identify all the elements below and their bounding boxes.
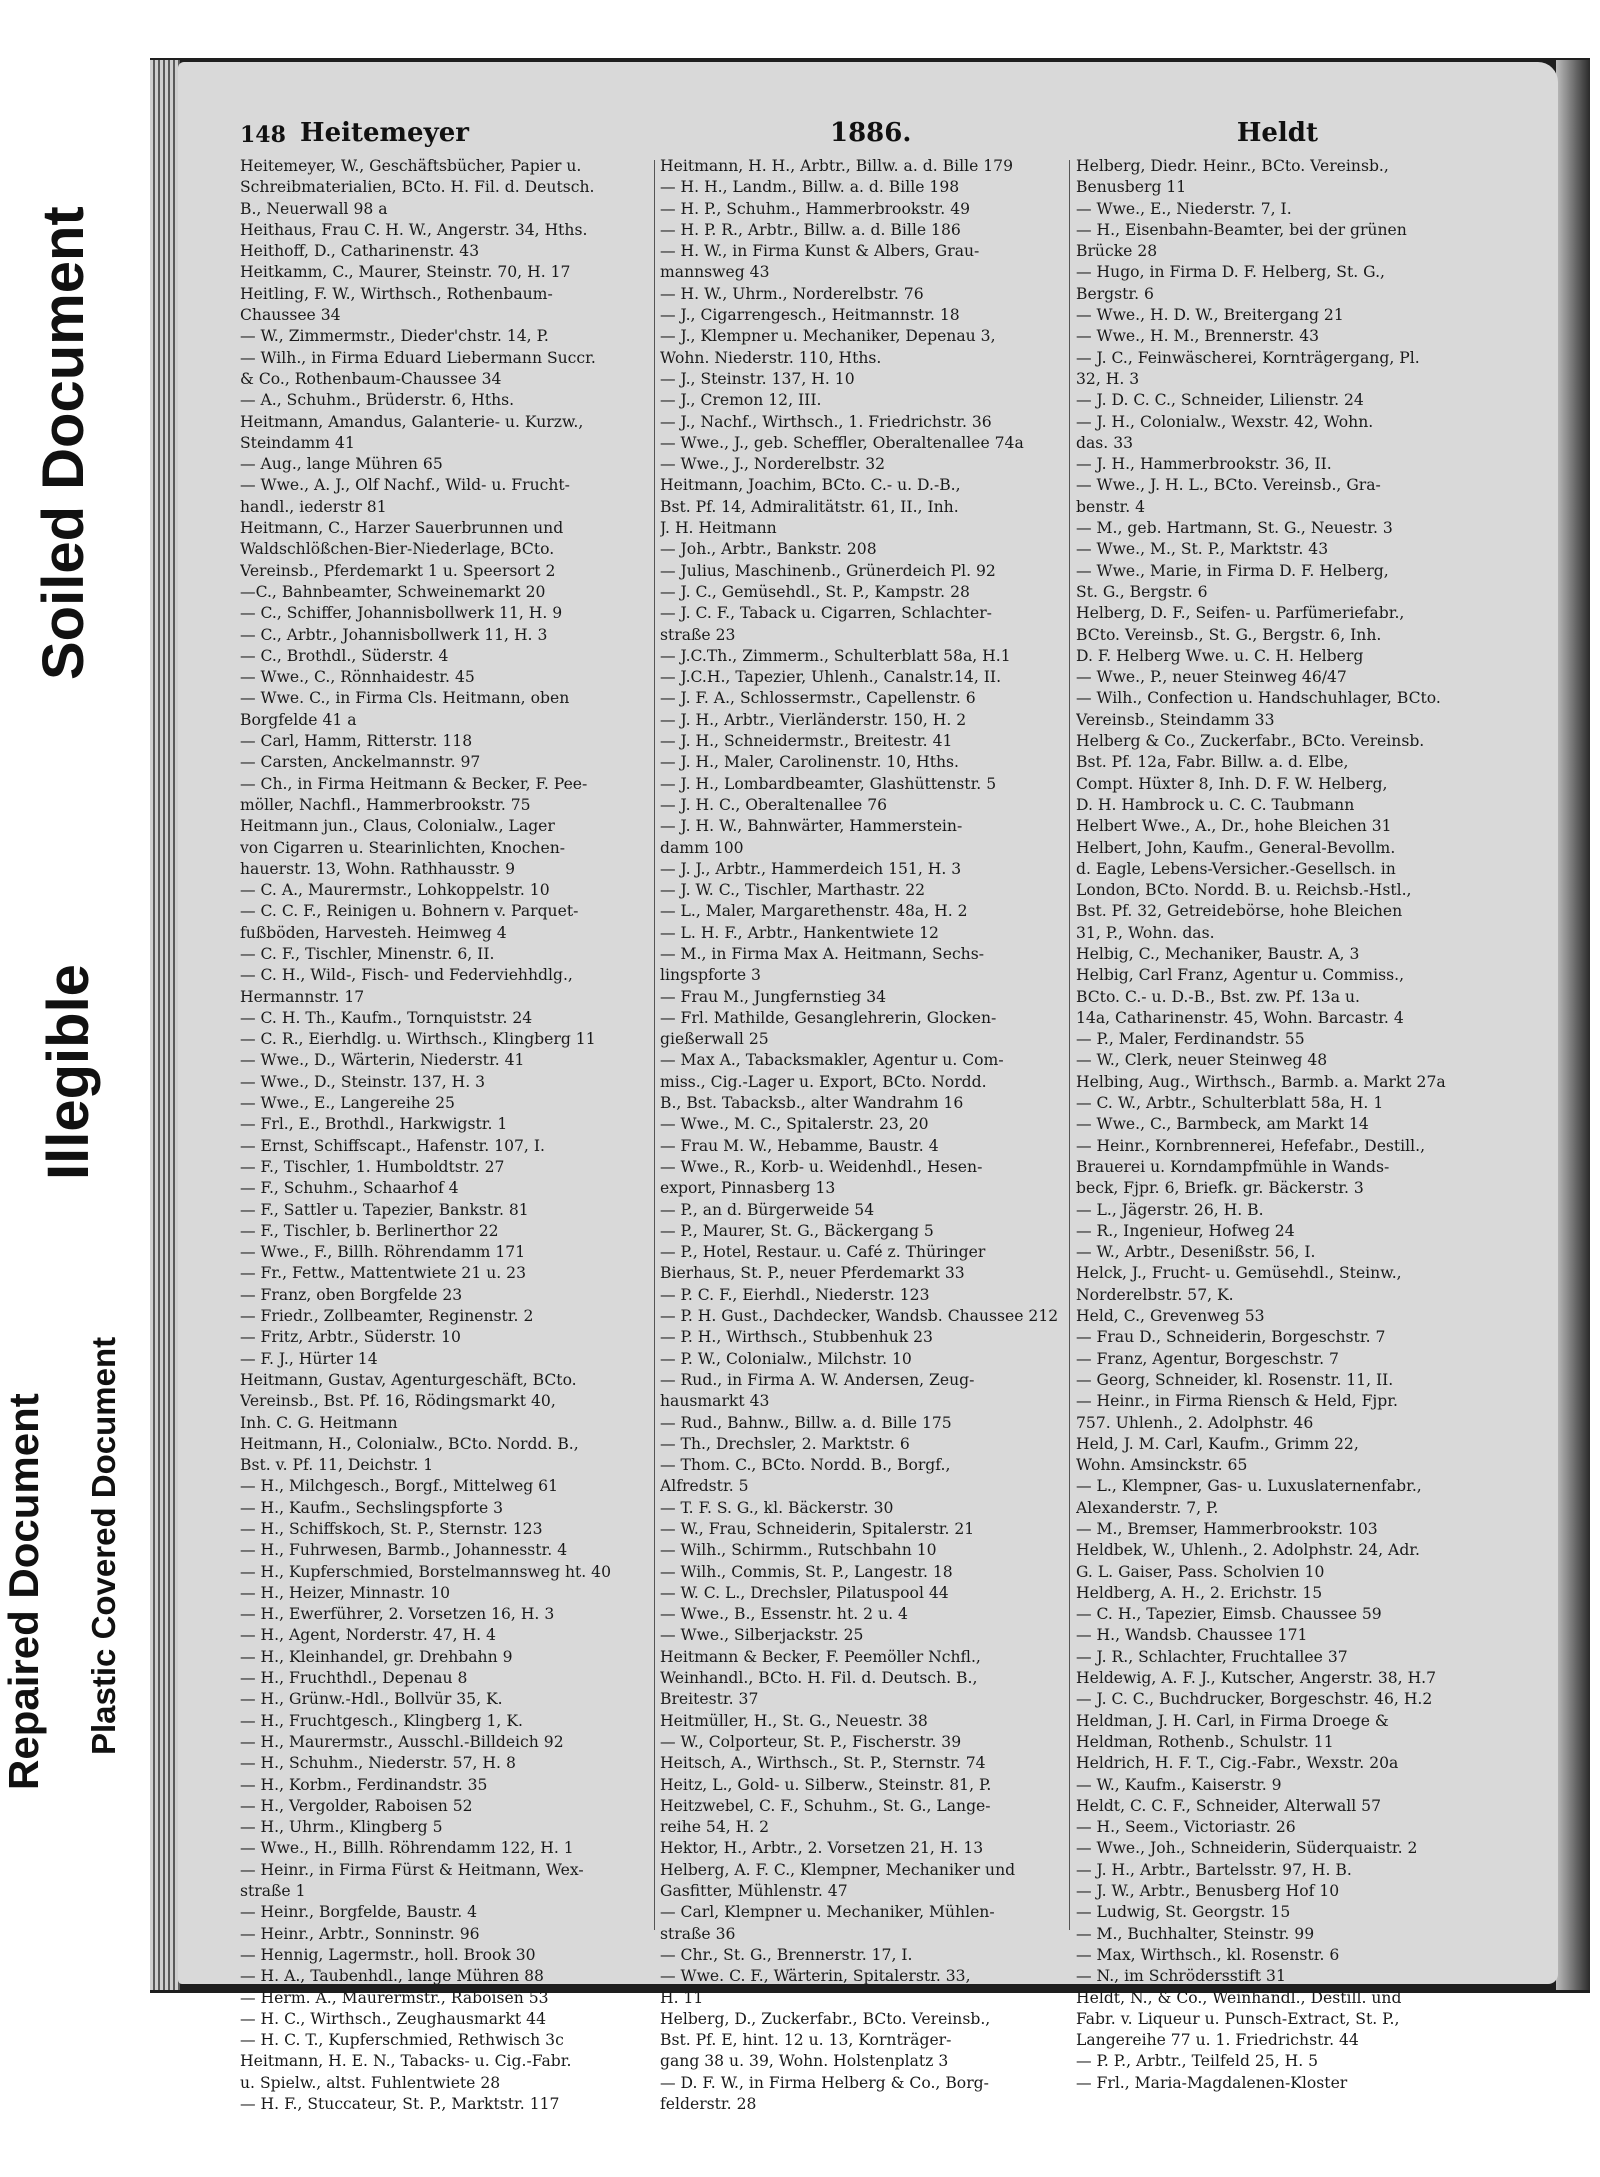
running-head-left: Heitemeyer [300, 118, 469, 148]
directory-entry: — H., Schiffskoch, St. P., Sternstr. 123 [240, 1520, 543, 1538]
directory-entry: — H., Ewerführer, 2. Vorsetzen 16, H. 3 [240, 1605, 555, 1624]
directory-entry: u. Spielw., altst. Fuhlentwiete 28 [240, 2073, 501, 2092]
directory-entry: — N., im Schrödersstift 31 [1076, 1967, 1286, 1986]
directory-entry: Heitmann, Amandus, Galanterie- u. Kurzw., [240, 412, 584, 431]
directory-entry: — H., Seem., Victoriastr. 26 [1076, 1818, 1296, 1837]
directory-entry: — J. C., Feinwäscherei, Kornträgergang, Pl. [1076, 348, 1420, 367]
directory-entry: — H., Vergolder, Raboisen 52 [240, 1796, 473, 1815]
directory-entry: — Max A., Tabacksmakler, Agentur u. Com- [660, 1051, 1004, 1070]
directory-entry: — L., Jägerstr. 26, H. B. [1076, 1200, 1264, 1219]
directory-entry: — P. H. Gust., Dachdecker, Wandsb. Chaussee 212 [660, 1307, 1059, 1326]
directory-entry: — J. H. W., Bahnwärter, Hammerstein- [660, 817, 963, 836]
directory-entry: möller, Nachfl., Hammerbrookstr. 75 [240, 795, 531, 814]
directory-entry: — L., Klempner, Gas- u. Luxuslaternenfabr., [1076, 1477, 1422, 1496]
directory-entry: St. G., Bergstr. 6 [1076, 582, 1208, 601]
directory-entry: — H., Korbm., Ferdinandstr. 35 [240, 1775, 488, 1794]
directory-entry: — W., Colporteur, St. P., Fischerstr. 39 [660, 1732, 962, 1751]
directory-entry: 14a, Catharinenstr. 45, Wohn. Barcastr. 4 [1076, 1008, 1404, 1027]
directory-entry: Alfredstr. 5 [660, 1477, 749, 1496]
directory-entry: Heitzwebel, C. F., Schuhm., St. G., Lange- [660, 1796, 991, 1815]
directory-entry: — Wilh., in Firma Eduard Liebermann Succr. [240, 348, 596, 367]
directory-entry: Helberg, A. F. C., Klempner, Mechaniker und [660, 1860, 1016, 1879]
column-rule [1069, 160, 1070, 1930]
directory-entry: — P., Maler, Ferdinandstr. 55 [1076, 1030, 1305, 1049]
directory-entry: Chaussee 34 [240, 306, 341, 325]
directory-entry: — Wwe., C., Barmbeck, am Markt 14 [1076, 1115, 1369, 1134]
directory-entry: Alexanderstr. 7, P. [1076, 1498, 1219, 1517]
directory-entry: — Rud., Bahnw., Billw. a. d. Bille 175 [660, 1413, 952, 1432]
directory-entry: — H., Uhrm., Klingberg 5 [240, 1818, 443, 1837]
directory-entry: — J., Nachf., Wirthsch., 1. Friedrichstr. 36 [660, 412, 992, 431]
directory-entry: — H., Heizer, Minnastr. 10 [240, 1583, 451, 1602]
directory-entry: — H. W., Uhrm., Norderelbstr. 76 [660, 284, 924, 303]
directory-entry: — Wwe., J., geb. Scheffler, Oberaltenallee 74a [660, 433, 1024, 452]
directory-entry: beck, Fjpr. 6, Briefk. gr. Bäckerstr. 3 [1076, 1179, 1364, 1198]
directory-entry: — J. H., Schneidermstr., Breitestr. 41 [660, 732, 953, 751]
directory-entry: Heitkamm, C., Maurer, Steinstr. 70, H. 17 [240, 263, 571, 282]
directory-entry: straße 23 [660, 625, 736, 644]
directory-entry: — H., Kleinhandel, gr. Drehbahn 9 [240, 1647, 513, 1666]
directory-entry: — Wwe., Marie, in Firma D. F. Helberg, [1076, 561, 1389, 580]
directory-entry: — W. C. L., Drechsler, Pilatuspool 44 [660, 1583, 949, 1602]
directory-entry: — M., Buchhalter, Steinstr. 99 [1076, 1924, 1315, 1943]
directory-entry: Benusberg 11 [1076, 178, 1187, 197]
directory-entry: Heitmann, Gustav, Agenturgeschäft, BCto. [240, 1370, 577, 1389]
directory-entry: — C. W., Arbtr., Schulterblatt 58a, H. 1 [1076, 1094, 1384, 1113]
directory-entry: Schreibmaterialien, BCto. H. Fil. d. Deutsch. [240, 178, 595, 197]
directory-entry: — H., Kaufm., Sechslingspforte 3 [240, 1498, 504, 1517]
directory-entry: — Wwe., A. J., Olf Nachf., Wild- u. Frucht- [240, 476, 570, 495]
directory-entry: Vereinsb., Bst. Pf. 16, Rödingsmarkt 40, [240, 1392, 556, 1411]
directory-entry: — P., Hotel, Restaur. u. Café z. Thüringer [660, 1243, 986, 1262]
directory-entry: — J. H., Arbtr., Bartelsstr. 97, H. B. [1076, 1860, 1352, 1879]
directory-entry: — C. R., Eierhdlg. u. Wirthsch., Klingberg 11 [240, 1030, 596, 1049]
directory-entry: — J. F. A., Schlossermstr., Capellenstr. 6 [660, 689, 976, 708]
directory-entry: Heldt, C. C. F., Schneider, Alterwall 57 [1076, 1796, 1382, 1815]
directory-entry: Heitmann, Joachim, BCto. C.- u. D.-B., [660, 476, 961, 495]
directory-entry: — H., Kupferschmied, Borstelmannsweg ht. 40 [240, 1562, 612, 1581]
column-rule [654, 160, 655, 1930]
directory-entry: Heitling, F. W., Wirthsch., Rothenbaum- [240, 284, 553, 303]
directory-entry: damm 100 [660, 838, 744, 857]
directory-entry: — Frau M. W., Hebamme, Baustr. 4 [660, 1136, 939, 1155]
directory-entry: Heitz, L., Gold- u. Silberw., Steinstr. 81, P. [660, 1775, 992, 1794]
directory-entry: — Heinr., in Firma Fürst & Heitmann, Wex- [240, 1860, 584, 1879]
page-edges [150, 60, 180, 1990]
directory-entry: Bierhaus, St. P., neuer Pferdemarkt 33 [660, 1264, 965, 1283]
directory-entry: — Wwe., M., St. P., Marktstr. 43 [1076, 540, 1329, 559]
directory-entry: — J., Klempner u. Mechaniker, Depenau 3, [660, 327, 996, 346]
directory-entry: Heitmann & Becker, F. Peemöller Nchfl., [660, 1647, 981, 1666]
directory-entry: — Wwe., E., Langereihe 25 [240, 1094, 455, 1113]
directory-entry: — Th., Drechsler, 2. Marktstr. 6 [660, 1434, 910, 1453]
directory-entry: B., Neuerwall 98 a [240, 199, 388, 218]
directory-entry: Heitmann, H. E. N., Tabacks- u. Cig.-Fabr. [240, 2052, 572, 2071]
directory-entry: — Wwe., C., Rönnhaidestr. 45 [240, 668, 475, 687]
directory-entry: Heldbek, W., Uhlenh., 2. Adolphstr. 24, Adr. [1076, 1541, 1420, 1560]
directory-entry: — F., Tischler, b. Berlinerthor 22 [240, 1221, 499, 1240]
directory-entry: Bst. Pf. 12a, Fabr. Billw. a. d. Elbe, [1076, 753, 1349, 772]
directory-entry: & Co., Rothenbaum-Chaussee 34 [240, 369, 502, 388]
directory-entry: — H., Fruchtgesch., Klingberg 1, K. [240, 1711, 523, 1730]
directory-entry: — P., an d. Bürgerweide 54 [660, 1200, 875, 1219]
directory-entry: Held, C., Grevenweg 53 [1076, 1307, 1265, 1326]
directory-entry: Fabr. v. Liqueur u. Punsch-Extract, St. P., [1076, 2009, 1400, 2028]
directory-entry: — Wwe., H., Billh. Röhrendamm 122, H. 1 [240, 1839, 574, 1858]
directory-entry: — Heinr., Arbtr., Sonninstr. 96 [240, 1924, 480, 1943]
directory-entry: — Wwe., E., Niederstr. 7, I. [1076, 199, 1292, 218]
directory-entry: Borgfelde 41 a [240, 710, 357, 729]
directory-entry: Wohn. Amsinckstr. 65 [1076, 1456, 1248, 1475]
directory-entry: Heitmann jun., Claus, Colonialw., Lager [240, 817, 555, 836]
directory-entry: — H., Eisenbahn-Beamter, bei der grünen [1076, 220, 1407, 239]
directory-entry: — Georg, Schneider, kl. Rosenstr. 11, II. [1076, 1370, 1394, 1389]
directory-entry: Langereihe 77 u. 1. Friedrichstr. 44 [1076, 2031, 1359, 2050]
directory-entry: — Herm. A., Maurermstr., Raboisen 53 [240, 1988, 549, 2007]
directory-entry: — J.C.Th., Zimmerm., Schulterblatt 58a, H.1 [660, 646, 1011, 665]
directory-entry: — H. F., Stuccateur, St. P., Marktstr. 117 [240, 2095, 560, 2114]
directory-entry: — Julius, Maschinenb., Grünerdeich Pl. 92 [660, 561, 996, 580]
directory-entry: — F., Tischler, 1. Humboldtstr. 27 [240, 1157, 505, 1176]
directory-entry: — J., Steinstr. 137, H. 10 [660, 369, 855, 388]
directory-entry: — J. D. C. C., Schneider, Lilienstr. 24 [1076, 391, 1364, 410]
directory-entry: reihe 54, H. 2 [660, 1818, 770, 1837]
directory-entry: — Hugo, in Firma D. F. Helberg, St. G., [1076, 263, 1385, 282]
directory-entry: Heitemeyer, W., Geschäftsbücher, Papier u. [240, 157, 582, 175]
directory-entry: Heitsch, A., Wirthsch., St. P., Sternstr. 74 [660, 1754, 986, 1773]
directory-entry: Gasfitter, Mühlenstr. 47 [660, 1882, 848, 1901]
directory-entry: — Wwe., J., Norderelbstr. 32 [660, 455, 886, 474]
directory-entry: Heitmann, H. H., Arbtr., Billw. a. d. Bille 179 [660, 157, 1014, 175]
directory-entry: B., Bst. Tabacksb., alter Wandrahm 16 [660, 1094, 964, 1113]
directory-entry: — P. P., Arbtr., Teilfeld 25, H. 5 [1076, 2052, 1319, 2071]
directory-entry: 32, H. 3 [1076, 369, 1140, 388]
directory-entry: — P. W., Colonialw., Milchstr. 10 [660, 1349, 912, 1368]
directory-entry: — Wwe., D., Steinstr. 137, H. 3 [240, 1072, 486, 1091]
directory-entry: Weinhandl., BCto. H. Fil. d. Deutsch. B., [660, 1669, 978, 1688]
directory-entry: — L., Maler, Margarethenstr. 48a, H. 2 [660, 902, 968, 921]
directory-entry: Heldman, J. H. Carl, in Firma Droege & [1076, 1711, 1389, 1730]
directory-entry: — Wwe., F., Billh. Röhrendamm 171 [240, 1243, 526, 1262]
running-head-right: Heldt [1236, 118, 1318, 148]
directory-entry: lingspforte 3 [660, 966, 761, 985]
directory-entry: — H. H., Landm., Billw. a. d. Bille 198 [660, 178, 960, 197]
directory-entry: — H. P. R., Arbtr., Billw. a. d. Bille 186 [660, 220, 961, 239]
directory-entry: Compt. Hüxter 8, Inh. D. F. W. Helberg, [1076, 774, 1388, 793]
directory-entry: — Wwe., J. H. L., BCto. Vereinsb., Gra- [1076, 476, 1381, 495]
directory-entry: — H. C. T., Kupferschmied, Rethwisch 3c [240, 2031, 564, 2050]
directory-entry: gang 38 u. 39, Wohn. Holstenplatz 3 [660, 2052, 949, 2071]
directory-entry: — C., Arbtr., Johannisbollwerk 11, H. 3 [240, 625, 548, 644]
directory-entry: — J. H., Lombardbeamter, Glashüttenstr. 5 [660, 774, 997, 793]
directory-entry: — C. H., Tapezier, Eimsb. Chaussee 59 [1076, 1605, 1382, 1624]
directory-entry: — M., Bremser, Hammerbrookstr. 103 [1076, 1520, 1378, 1538]
directory-entry: — Chr., St. G., Brennerstr. 17, I. [660, 1945, 913, 1964]
directory-entry: Heitmann, C., Harzer Sauerbrunnen und [240, 519, 564, 538]
repaired-document-label: Repaired Document [0, 1393, 47, 1790]
directory-entry: Hermannstr. 17 [240, 987, 365, 1006]
directory-entry: Helberg, D. F., Seifen- u. Parfümeriefabr., [1076, 604, 1405, 623]
directory-entry: Heldt, N., & Co., Weinhandl., Destill. und [1076, 1988, 1402, 2007]
directory-entry: Helbig, C., Mechaniker, Baustr. A, 3 [1076, 944, 1360, 963]
directory-entry: Helberg, D., Zuckerfabr., BCto. Vereinsb., [660, 2009, 991, 2028]
directory-entry: Heithoff, D., Catharinenstr. 43 [240, 242, 480, 261]
page-number: 148 [240, 122, 286, 148]
directory-entry: — J. H., Hammerbrookstr. 36, II. [1076, 455, 1332, 474]
directory-entry: Helbig, Carl Franz, Agentur u. Commiss., [1076, 966, 1405, 985]
directory-entry: — H. P., Schuhm., Hammerbrookstr. 49 [660, 199, 971, 218]
directory-entry: hauerstr. 13, Wohn. Rathhausstr. 9 [240, 859, 516, 878]
directory-entry: — A., Schuhm., Brüderstr. 6, Hths. [240, 391, 515, 410]
directory-entry: benstr. 4 [1076, 497, 1146, 516]
page-header [240, 118, 1318, 158]
directory-entry: — C. A., Maurermstr., Lohkoppelstr. 10 [240, 881, 550, 900]
directory-entry: Heldewig, A. F. J., Kutscher, Angerstr. 38, H.7 [1076, 1669, 1437, 1688]
directory-entry: — C., Schiffer, Johannisbollwerk 11, H. 9 [240, 604, 563, 623]
directory-entry: d. Eagle, Lebens-Versicher.-Gesellsch. in [1076, 859, 1396, 878]
directory-entry: Helbert Wwe., A., Dr., hohe Bleichen 31 [1076, 817, 1392, 836]
directory-entry: — H., Milchgesch., Borgf., Mittelweg 61 [240, 1477, 559, 1496]
directory-entry: export, Pinnasberg 13 [660, 1179, 836, 1198]
directory-entry: D. H. Hambrock u. C. C. Taubmann [1076, 795, 1355, 814]
directory-entry: — Wwe., Joh., Schneiderin, Süderquaistr. 2 [1076, 1839, 1418, 1858]
directory-entry: 31, P., Wohn. das. [1076, 923, 1215, 942]
directory-entry: — Heinr., Kornbrennerei, Hefefabr., Destill., [1076, 1136, 1426, 1155]
directory-entry: handl., iederstr 81 [240, 497, 387, 516]
directory-entry: das. 33 [1076, 433, 1134, 452]
directory-entry: — W., Frau, Schneiderin, Spitalerstr. 21 [660, 1520, 975, 1538]
directory-entry: — Ernst, Schiffscapt., Hafenstr. 107, I. [240, 1136, 545, 1155]
directory-entry: —C., Bahnbeamter, Schweinemarkt 20 [240, 582, 546, 601]
directory-entry: — H. W., in Firma Kunst & Albers, Grau- [660, 242, 980, 261]
directory-entry: — Ch., in Firma Heitmann & Becker, F. Pee- [240, 774, 588, 793]
directory-entry: — T. F. S. G., kl. Bäckerstr. 30 [660, 1498, 894, 1517]
directory-entry: miss., Cig.-Lager u. Export, BCto. Nordd. [660, 1072, 987, 1091]
directory-entry: London, BCto. Nordd. B. u. Reichsb.-Hstl., [1076, 881, 1412, 900]
directory-entry: — J. C. F., Taback u. Cigarren, Schlachter- [660, 604, 992, 623]
directory-entry: — M., in Firma Max A. Heitmann, Sechs- [660, 944, 984, 963]
directory-entry: G. L. Gaiser, Pass. Scholvien 10 [1076, 1562, 1325, 1581]
directory-entry: — W., Kaufm., Kaiserstr. 9 [1076, 1775, 1282, 1794]
directory-entry: — Aug., lange Mühren 65 [240, 455, 443, 474]
directory-entry: — J. J., Arbtr., Hammerdeich 151, H. 3 [660, 859, 962, 878]
illegible-label: Illegible [36, 964, 101, 1180]
directory-entry: Heldman, Rothenb., Schulstr. 11 [1076, 1732, 1334, 1751]
directory-entry: BCto. Vereinsb., St. G., Bergstr. 6, Inh. [1076, 625, 1382, 644]
directory-entry: — Ludwig, St. Georgstr. 15 [1076, 1903, 1291, 1922]
directory-entry: Bst. Pf. 14, Admiralitätstr. 61, II., Inh. [660, 497, 959, 516]
directory-entry: — P. C. F., Eierhdl., Niederstr. 123 [660, 1285, 930, 1304]
directory-entry: — P. H., Wirthsch., Stubbenhuk 23 [660, 1328, 933, 1347]
directory-entry: Bst. Pf. 32, Getreidebörse, hohe Bleichen [1076, 902, 1403, 921]
directory-entry: Helbing, Aug., Wirthsch., Barmb. a. Markt 27a [1076, 1072, 1446, 1091]
directory-entry: — Wilh., Commis, St. P., Langestr. 18 [660, 1562, 953, 1581]
directory-entry: — W., Clerk, neuer Steinweg 48 [1076, 1051, 1328, 1070]
directory-entry: — J. C. C., Buchdrucker, Borgeschstr. 46, H.2 [1076, 1690, 1433, 1709]
directory-entry: von Cigarren u. Stearinlichten, Knochen- [240, 838, 566, 857]
directory-entry: — Frl., E., Brothdl., Harkwigstr. 1 [240, 1115, 508, 1134]
directory-entry: — Carl, Hamm, Ritterstr. 118 [240, 732, 473, 751]
directory-entry: — H. C., Wirthsch., Zeughausmarkt 44 [240, 2009, 546, 2028]
directory-entry: — J., Cigarrengesch., Heitmannstr. 18 [660, 306, 960, 325]
directory-entry: — Franz, oben Borgfelde 23 [240, 1285, 463, 1304]
directory-entry: — J. C., Gemüsehdl., St. P., Kampstr. 28 [660, 582, 970, 601]
directory-entry: Heldrich, H. F. T., Cig.-Fabr., Wexstr. 20a [1076, 1754, 1399, 1773]
directory-entry: — C. H. Th., Kaufm., Tornquiststr. 24 [240, 1008, 533, 1027]
directory-entry: — J.C.H., Tapezier, Uhlenh., Canalstr.14, II. [660, 668, 1002, 687]
directory-entry: — Fritz, Arbtr., Süderstr. 10 [240, 1328, 461, 1347]
directory-entry: Brauerei u. Korndampfmühle in Wands- [1076, 1157, 1390, 1176]
directory-entry: — H., Schuhm., Niederstr. 57, H. 8 [240, 1754, 516, 1773]
directory-entry: — C. C. F., Reinigen u. Bohnern v. Parquet- [240, 902, 579, 921]
directory-entry: — H., Fuhrwesen, Barmb., Johannesstr. 4 [240, 1541, 568, 1560]
directory-entry: Bergstr. 6 [1076, 284, 1154, 303]
directory-entry: — Wilh., Schirmm., Rutschbahn 10 [660, 1541, 937, 1560]
directory-entry: — Wwe., H. D. W., Breitergang 21 [1076, 306, 1344, 325]
directory-entry: — Heinr., Borgfelde, Baustr. 4 [240, 1903, 478, 1922]
directory-entry: Inh. C. G. Heitmann [240, 1413, 398, 1432]
directory-entry: — F. J., Hürter 14 [240, 1349, 378, 1368]
directory-entry: — Wwe., M. C., Spitalerstr. 23, 20 [660, 1115, 929, 1134]
directory-entry: — D. F. W., in Firma Helberg & Co., Borg- [660, 2073, 989, 2092]
directory-entry: — Rud., in Firma A. W. Andersen, Zeug- [660, 1370, 975, 1389]
directory-entry: — Wwe. C. F., Wärterin, Spitalerstr. 33, [660, 1967, 971, 1986]
directory-entry: — P., Maurer, St. G., Bäckergang 5 [660, 1221, 934, 1240]
directory-entry: Heithaus, Frau C. H. W., Angerstr. 34, Hths. [240, 220, 588, 239]
directory-entry: Hektor, H., Arbtr., 2. Vorsetzen 21, H. 13 [660, 1839, 984, 1858]
directory-entry: mannsweg 43 [660, 263, 770, 282]
directory-entry: — Fr., Fettw., Mattentwiete 21 u. 23 [240, 1264, 527, 1283]
directory-entry: Bst. v. Pf. 11, Deichstr. 1 [240, 1456, 434, 1475]
directory-entry: Breitestr. 37 [660, 1690, 759, 1709]
directory-entry: Held, J. M. Carl, Kaufm., Grimm 22, [1076, 1434, 1359, 1453]
directory-entry: — Frl. Mathilde, Gesanglehrerin, Glocken- [660, 1008, 997, 1027]
directory-entry: — Frau M., Jungfernstieg 34 [660, 987, 887, 1006]
directory-entry: — Heinr., in Firma Riensch & Held, Fjpr. [1076, 1392, 1398, 1411]
directory-entry: Heldberg, A. H., 2. Erichstr. 15 [1076, 1583, 1323, 1602]
directory-entry: — J., Cremon 12, III. [660, 391, 822, 410]
running-head-year: 1886. [830, 118, 912, 148]
directory-entry: gießerwall 25 [660, 1030, 769, 1049]
directory-entry: Heitmüller, H., St. G., Neuestr. 38 [660, 1711, 928, 1730]
directory-entry: — Frl., Maria-Magdalenen-Kloster [1076, 2073, 1348, 2092]
directory-entry: Vereinsb., Pferdemarkt 1 u. Speersort 2 [240, 561, 556, 580]
directory-entry: Helberg & Co., Zuckerfabr., BCto. Vereinsb. [1076, 732, 1425, 751]
directory-entry: Steindamm 41 [240, 433, 355, 452]
directory-entry: Bst. Pf. E, hint. 12 u. 13, Kornträger- [660, 2031, 952, 2050]
directory-entry: Vereinsb., Steindamm 33 [1076, 710, 1275, 729]
directory-entry: Helck, J., Frucht- u. Gemüsehdl., Steinw., [1076, 1264, 1402, 1283]
directory-entry: — H. A., Taubenhdl., lange Mühren 88 [240, 1967, 544, 1986]
directory-entry: — Carsten, Anckelmannstr. 97 [240, 753, 481, 772]
directory-entry: — C., Brothdl., Süderstr. 4 [240, 646, 449, 665]
directory-entry: Helbert, John, Kaufm., General-Bevollm. [1076, 838, 1396, 857]
directory-entry: — J. H. C., Oberaltenallee 76 [660, 795, 888, 814]
directory-entry: hausmarkt 43 [660, 1392, 770, 1411]
column-3 [1076, 156, 1480, 2094]
directory-entry: — Thom. C., BCto. Nordd. B., Borgf., [660, 1456, 951, 1475]
directory-entry: — J. H., Colonialw., Wexstr. 42, Wohn. [1076, 412, 1374, 431]
directory-entry: 757. Uhlenh., 2. Adolphstr. 46 [1076, 1413, 1314, 1432]
directory-entry: — Wwe., H. M., Brennerstr. 43 [1076, 327, 1320, 346]
directory-entry: Wohn. Niederstr. 110, Hths. [660, 348, 882, 367]
directory-entry: — F., Sattler u. Tapezier, Bankstr. 81 [240, 1200, 529, 1219]
directory-entry: — Wwe., P., neuer Steinweg 46/47 [1076, 668, 1347, 687]
directory-entry: — H., Grünw.-Hdl., Bollvür 35, K. [240, 1690, 503, 1709]
directory-entry: Waldschlößchen-Bier-Niederlage, BCto. [240, 540, 555, 559]
column-1 [240, 156, 646, 2115]
directory-entry: — Wilh., Confection u. Handschuhlager, BCto. [1076, 689, 1441, 708]
directory-entry: — Franz, Agentur, Borgeschstr. 7 [1076, 1349, 1339, 1368]
directory-entry: — J. R., Schlachter, Fruchtallee 37 [1076, 1647, 1348, 1666]
directory-entry: — Frau D., Schneiderin, Borgeschstr. 7 [1076, 1328, 1386, 1347]
directory-entry: — Carl, Klempner u. Mechaniker, Mühlen- [660, 1903, 995, 1922]
directory-entry: Heitmann, H., Colonialw., BCto. Nordd. B., [240, 1434, 579, 1453]
directory-entry: — M., geb. Hartmann, St. G., Neuestr. 3 [1076, 519, 1393, 538]
annotation-labels [0, 0, 150, 2000]
directory-entry: J. H. Heitmann [660, 519, 777, 538]
directory-entry: — Wwe., Silberjackstr. 25 [660, 1626, 864, 1645]
directory-entry: Brücke 28 [1076, 242, 1158, 261]
directory-entry: H. 11 [660, 1988, 704, 2007]
directory-entry: — C. H., Wild-, Fisch- und Federviehhdlg., [240, 966, 573, 985]
column-2 [660, 156, 1060, 2115]
directory-entry: straße 1 [240, 1882, 306, 1901]
directory-entry: — Wwe., D., Wärterin, Niederstr. 41 [240, 1051, 525, 1070]
directory-entry: — J. H., Maler, Carolinenstr. 10, Hths. [660, 753, 960, 772]
directory-entry: BCto. C.- u. D.-B., Bst. zw. Pf. 13a u. [1076, 987, 1360, 1006]
directory-entry: — Friedr., Zollbeamter, Reginenstr. 2 [240, 1307, 534, 1326]
directory-entry: — J. H., Arbtr., Vierländerstr. 150, H. 2 [660, 710, 967, 729]
directory-entry: — Wwe., R., Korb- u. Weidenhdl., Hesen- [660, 1157, 983, 1176]
plastic-covered-document-label: Plastic Covered Document [85, 1336, 122, 1755]
directory-entry: — J. W., Arbtr., Benusberg Hof 10 [1076, 1882, 1340, 1901]
directory-entry: — R., Ingenieur, Hofweg 24 [1076, 1221, 1295, 1240]
directory-entry: — H., Fruchthdl., Depenau 8 [240, 1669, 468, 1688]
directory-entry: — Max, Wirthsch., kl. Rosenstr. 6 [1076, 1945, 1340, 1964]
directory-entry: — L. H. F., Arbtr., Hankentwiete 12 [660, 923, 939, 942]
directory-entry: felderstr. 28 [660, 2095, 757, 2114]
directory-entry: D. F. Helberg Wwe. u. C. H. Helberg [1076, 646, 1364, 665]
directory-entry: — W., Arbtr., Desenißstr. 56, I. [1076, 1243, 1316, 1262]
directory-entry: — J. W. C., Tischler, Marthastr. 22 [660, 881, 926, 900]
directory-entry: — Joh., Arbtr., Bankstr. 208 [660, 540, 877, 559]
directory-entry: — Hennig, Lagermstr., holl. Brook 30 [240, 1945, 536, 1964]
directory-entry: — H., Agent, Norderstr. 47, H. 4 [240, 1626, 496, 1645]
soiled-document-label: Soiled Document [31, 206, 96, 680]
binding-shadow [1556, 60, 1590, 1990]
directory-entry: fußböden, Harvesteh. Heimweg 4 [240, 923, 507, 942]
directory-entry: — C. F., Tischler, Minenstr. 6, II. [240, 944, 495, 963]
directory-entry: — H., Maurermstr., Ausschl.-Billdeich 92 [240, 1732, 564, 1751]
directory-entry: Norderelbstr. 57, K. [1076, 1285, 1234, 1304]
directory-entry: — Wwe., B., Essenstr. ht. 2 u. 4 [660, 1605, 908, 1624]
directory-entry: — F., Schuhm., Schaarhof 4 [240, 1179, 459, 1198]
directory-entry: straße 36 [660, 1924, 736, 1943]
directory-entry: — W., Zimmermstr., Dieder'chstr. 14, P. [240, 327, 549, 346]
directory-entry: — Wwe. C., in Firma Cls. Heitmann, oben [240, 689, 570, 708]
directory-entry: Helberg, Diedr. Heinr., BCto. Vereinsb., [1076, 157, 1389, 175]
directory-entry: — H., Wandsb. Chaussee 171 [1076, 1626, 1308, 1645]
